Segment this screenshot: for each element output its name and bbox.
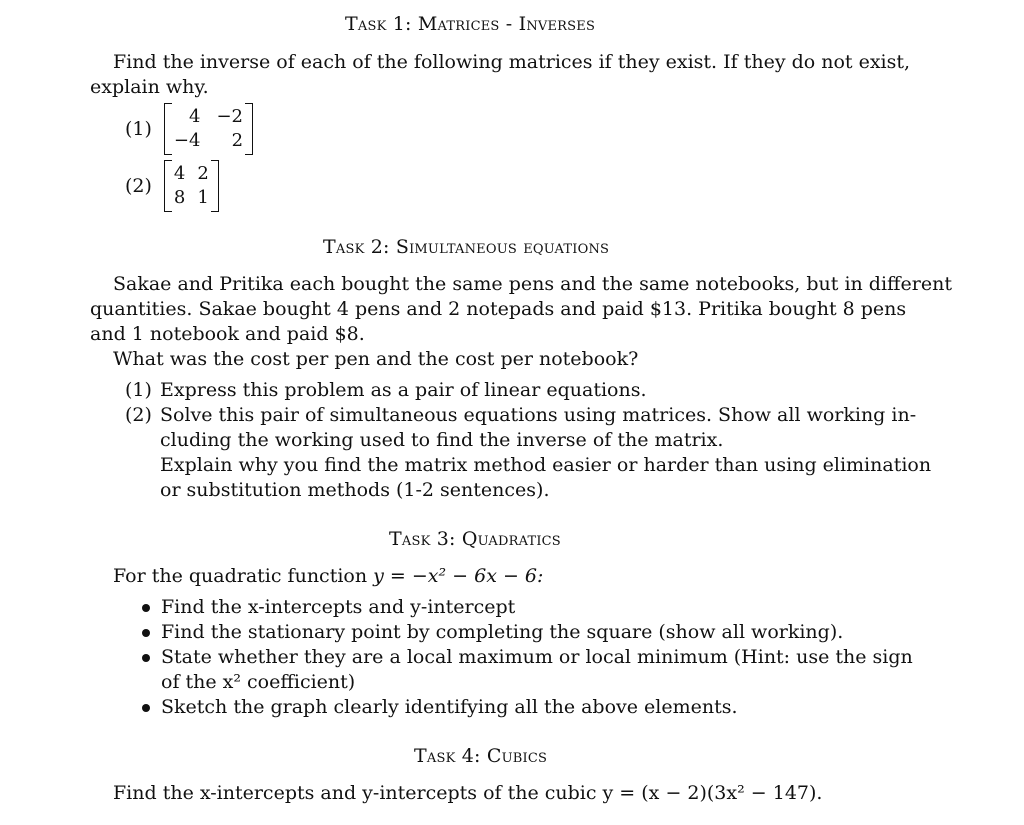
task2-item-1-num: (1)	[125, 379, 152, 401]
matrix-1-cell: 2	[231, 130, 244, 151]
task2-item-2-num: (2)	[125, 404, 152, 426]
matrix-2-label: (2)	[125, 174, 152, 197]
task3-bullet-text: Find the x-intercepts and y-intercept	[161, 596, 516, 618]
task4-title: Task 4: Cubics	[414, 745, 548, 767]
task2-item-2-line: or substitution methods (1-2 sentences).	[160, 479, 550, 501]
task2-item-2-line: cluding the working used to find the inverse of the matrix.	[160, 429, 724, 451]
matrix-1-cell: −4	[173, 130, 201, 151]
task3-bullet-text: Sketch the graph clearly identifying all the above elements.	[161, 696, 738, 718]
bullet-dot-icon	[142, 704, 150, 712]
task2-item-2-line: Explain why you find the matrix method easier or harder than using elimination	[160, 454, 932, 476]
task3-bullet-text: State whether they are a local maximum or local minimum (Hint: use the sign	[161, 646, 913, 668]
matrix-2	[125, 160, 219, 212]
bullet-dot-icon	[142, 629, 150, 637]
task3-bullet-text: of the x² coefficient)	[161, 671, 356, 693]
task3-bullet-text: Find the stationary point by completing the square (show all working).	[161, 621, 844, 643]
task4-sentence: Find the x-intercepts and y-intercepts of the cubic y = (x − 2)(3x² − 147).	[113, 782, 823, 804]
task1-title: Task 1: Matrices - Inverses	[345, 13, 596, 35]
task2-para-line1: Sakae and Pritika each bought the same pens and the same notebooks, but in different	[113, 273, 952, 295]
task3-intro	[113, 564, 543, 589]
matrix-2-cell: 8	[173, 187, 186, 208]
matrix-1-label: (1)	[125, 117, 152, 140]
matrix-2-cell: 1	[197, 187, 209, 208]
task2-title: Task 2: Simultaneous equations	[323, 236, 610, 258]
task2-item-1-line: Express this problem as a pair of linear equations.	[160, 379, 647, 401]
task2-question: What was the cost per pen and the cost per notebook?	[113, 348, 639, 370]
matrix-1-cell: 4	[189, 106, 201, 127]
task3-equation: y = −x² − 6x − 6:	[373, 565, 544, 587]
task1-intro-line2: explain why.	[90, 76, 209, 98]
task1-intro-line1: Find the inverse of each of the following matrices if they exist. If they do not exist,	[113, 51, 911, 73]
bullet-dot-icon	[142, 604, 150, 612]
task3-title: Task 3: Quadratics	[389, 528, 561, 550]
bullet-dot-icon	[142, 654, 150, 662]
matrix-2-cell: 4	[173, 163, 186, 184]
task2-para-line2: quantities. Sakae bought 4 pens and 2 notepads and paid $13. Pritika bought 8 pens	[90, 298, 907, 320]
matrix-1-cell: −2	[216, 106, 244, 127]
matrix-1	[125, 103, 253, 155]
matrix-2-cell: 2	[197, 163, 209, 184]
task2-para-line3: and 1 notebook and paid $8.	[90, 323, 365, 345]
task2-item-2-line: Solve this pair of simultaneous equations using matrices. Show all working in-	[160, 404, 917, 426]
task3-intro-text: For the quadratic function	[113, 565, 368, 587]
